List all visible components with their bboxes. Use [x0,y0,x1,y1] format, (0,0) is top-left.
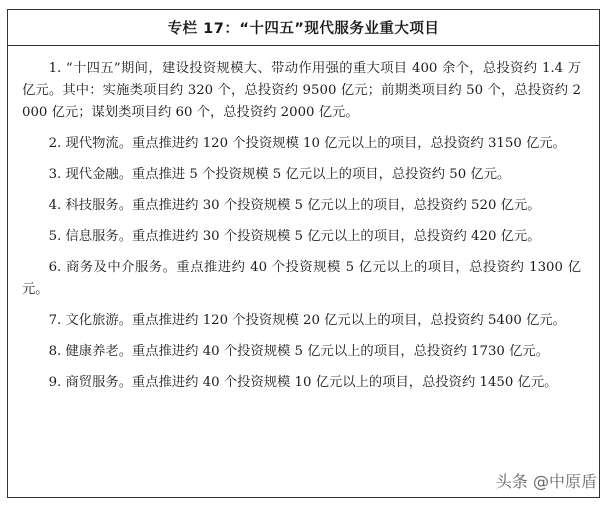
item-5: 5. 信息服务。重点推进约 30 个投资规模 5 亿元以上的项目，总投资约 420 亿元。 [48,229,541,244]
item-3: 3. 现代金融。重点推进 5 个投资规模 5 亿元以上的项目，总投资约 50 亿元。 [48,167,511,182]
item-9: 9. 商贸服务。重点推进约 40 个投资规模 10 亿元以上的项目，总投资约 1450 亿元。 [48,375,558,390]
item-2: 2. 现代物流。重点推进约 120 个投资规模 10 亿元以上的项目，总投资约 3150 亿元。 [48,136,566,151]
info-box [7,9,600,498]
item-4: 4. 科技服务。重点推进约 30 个投资规模 5 亿元以上的项目，总投资约 520 亿元。 [48,198,541,213]
box-title: 专栏 17：“十四五”现代服务业重大项目 [8,10,599,46]
item-6: 6. 商务及中介服务。重点推进约 40 个投资规模 5 亿元以上的项目，总投资约 1300 亿元。 [22,260,581,297]
box-body [8,46,599,394]
item-8: 8. 健康养老。重点推进约 40 个投资规模 5 亿元以上的项目，总投资约 1730 亿元。 [48,344,549,359]
item-1: 1. “十四五”期间，建设投资规模大、带动作用强的重大项目 400 余个，总投资约 1.4 万亿元。其中：实施类项目约 320 个，总投资约 9500 亿元；前期类项目约 50 个，总投资约 2000 亿元；谋划类项目约 60 个，总投资约 2000 亿元。 [22,61,581,120]
watermark: 头条 @中原盾 [495,472,597,491]
item-7: 7. 文化旅游。重点推进约 120 个投资规模 20 亿元以上的项目，总投资约 5400 亿元。 [48,313,566,328]
